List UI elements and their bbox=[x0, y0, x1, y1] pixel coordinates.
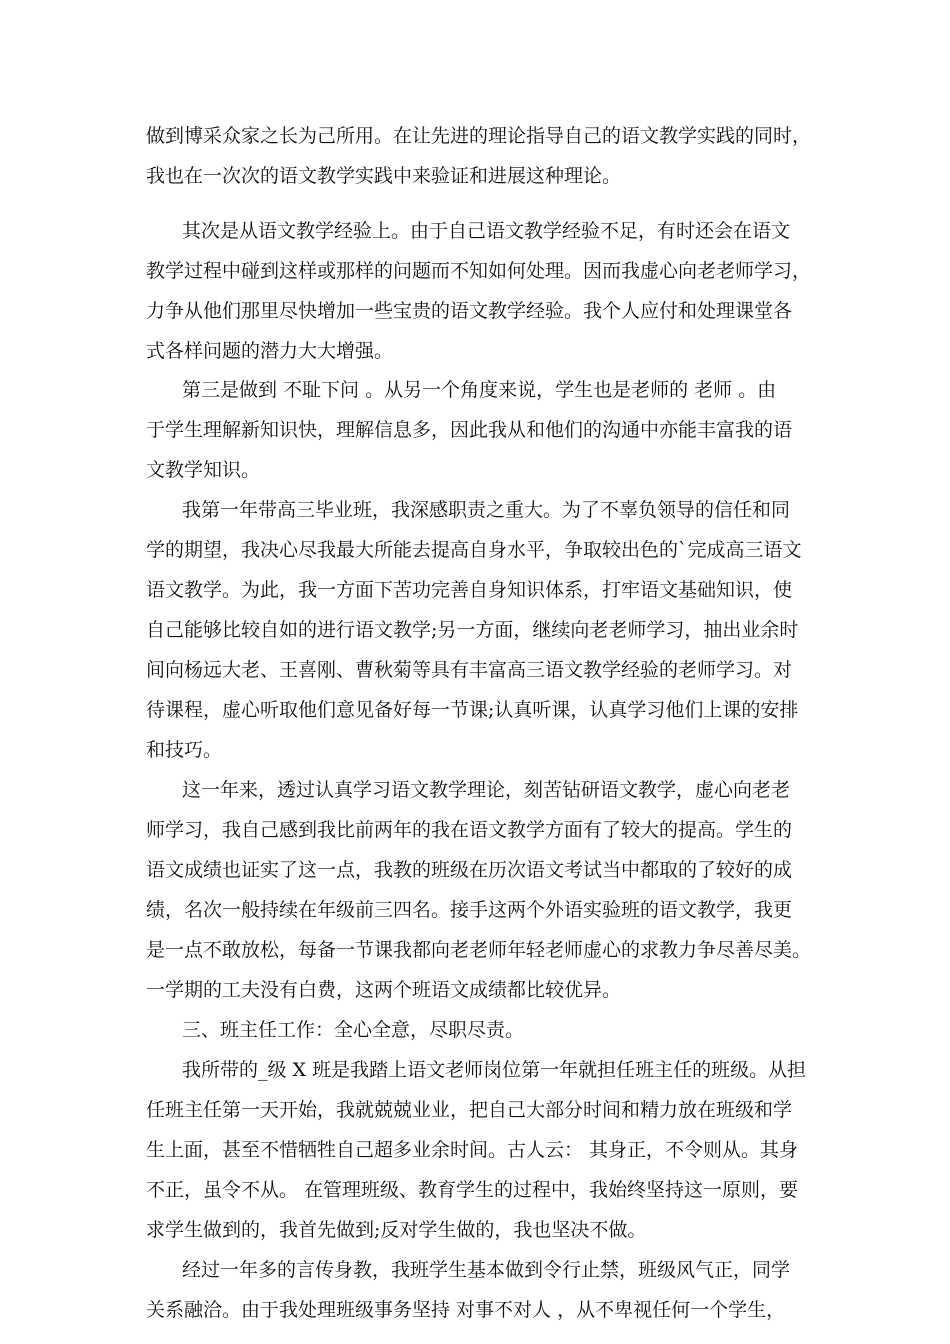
text-line: 语文教学。为此，我一方面下苦功完善自身知识体系，打牢语文基础知识，使 bbox=[146, 579, 793, 601]
text-line: 任班主任第一天开始，我就兢兢业业，把自己大部分时间和精力放在班级和学 bbox=[146, 1099, 793, 1121]
text-line: 我第一年带高三毕业班，我深感职责之重大。为了不辜负领导的信任和同 bbox=[182, 499, 791, 521]
text-line: 自己能够比较自如的进行语文教学;另一方面，继续向老老师学习，抽出业余时 bbox=[146, 619, 799, 641]
text-line: 于学生理解新知识快，理解信息多，因此我从和他们的沟通中亦能丰富我的语 bbox=[146, 419, 793, 441]
text-line: 经过一年多的言传身教，我班学生基本做到令行止禁，班级风气正，同学 bbox=[182, 1259, 791, 1281]
text-line: 绩，名次一般持续在年级前三四名。接手这两个外语实验班的语文教学，我更 bbox=[146, 899, 793, 921]
text-line: 力争从他们那里尽快增加一些宝贵的语文教学经验。我个人应付和处理课堂各 bbox=[146, 300, 793, 322]
text-line: 这一年来，透过认真学习语文教学理论，刻苦钻研语文教学，虚心向老老 bbox=[182, 779, 791, 801]
text-line: 我所带的_级 X 班是我踏上语文老师岗位第一年就担任班主任的班级。从担 bbox=[182, 1059, 807, 1081]
text-line: 学的期望，我决心尽我最大所能去提高自身水平，争取较出色的`完成高三语文 bbox=[146, 539, 802, 561]
text-line: 第三是做到 不耻下问 。从另一个角度来说，学生也是老师的 老师 。由 bbox=[182, 379, 777, 401]
text-line: 间向杨远大老、王喜刚、曹秋菊等具有丰富高三语文教学经验的老师学习。对 bbox=[146, 659, 793, 681]
text-line: 我也在一次次的语文教学实践中来验证和进展这种理论。 bbox=[146, 165, 622, 187]
text-line: 待课程，虚心听取他们意见备好每一节课;认真听课，认真学习他们上课的安排 bbox=[146, 699, 799, 721]
text-line: 文教学知识。 bbox=[146, 459, 261, 481]
text-line: 关系融洽。由于我处理班级事务坚持 对事不对人 ，从不卑视任何一个学生， bbox=[146, 1299, 786, 1321]
text-line: 其次是从语文教学经验上。由于自己语文教学经验不足，有时还会在语文 bbox=[182, 220, 791, 242]
text-line: 做到博采众家之长为己所用。在让先进的理论指导自己的语文教学实践的同时， bbox=[146, 125, 812, 147]
text-line: 语文成绩也证实了这一点，我教的班级在历次语文考试当中都取的了较好的成 bbox=[146, 859, 793, 881]
text-line: 是一点不敢放松，每备一节课我都向老老师年轻老师虚心的求教力争尽善尽美。 bbox=[146, 939, 812, 961]
text-line: 和技巧。 bbox=[146, 739, 223, 761]
section-heading: 三、班主任工作：全心全意，尽职尽责。 bbox=[182, 1019, 525, 1041]
text-line: 生上面，甚至不惜牺牲自己超多业余时间。古人云： 其身正，不令则从。其身 bbox=[146, 1139, 799, 1161]
text-line: 求学生做到的，我首先做到;反对学生做的，我也坚决不做。 bbox=[146, 1219, 647, 1241]
text-line: 式各样问题的潜力大大增强。 bbox=[146, 340, 394, 362]
text-line: 不正，虽令不从。 在管理班级、教育学生的过程中，我始终坚持这一原则，要 bbox=[146, 1179, 799, 1201]
text-line: 师学习，我自己感到我比前两年的我在语文教学方面有了较大的提高。学生的 bbox=[146, 819, 793, 841]
text-line: 一学期的工夫没有白费，这两个班语文成绩都比较优异。 bbox=[146, 979, 622, 1001]
text-line: 教学过程中碰到这样或那样的问题而不知如何处理。因而我虚心向老老师学习， bbox=[146, 260, 812, 282]
